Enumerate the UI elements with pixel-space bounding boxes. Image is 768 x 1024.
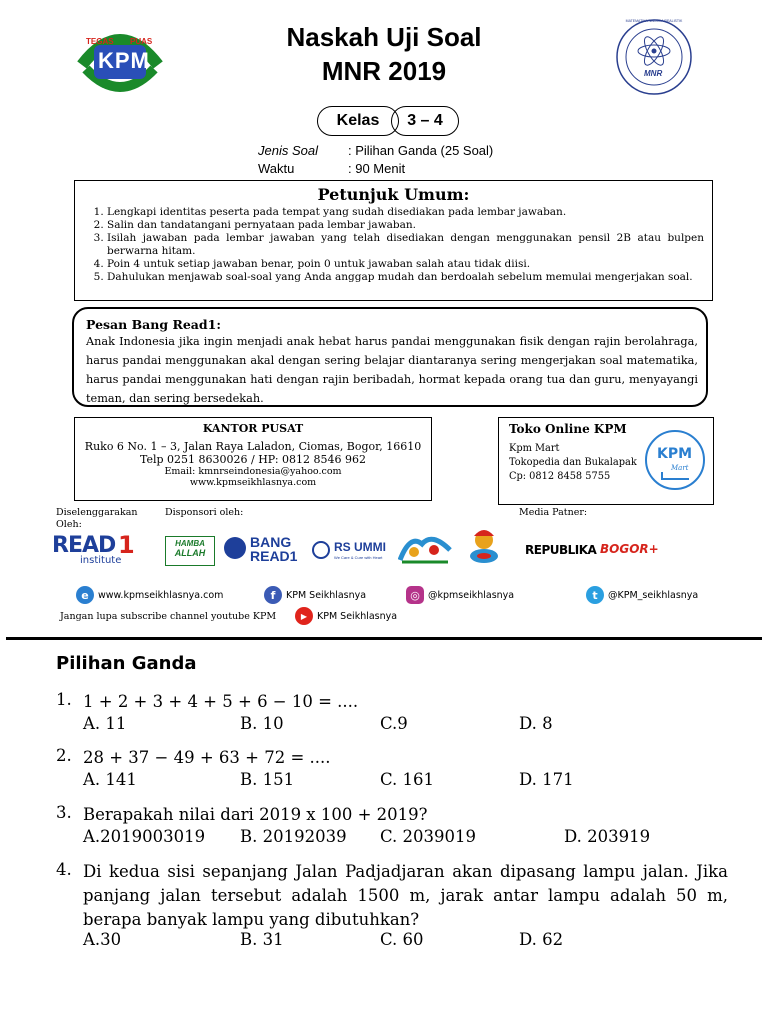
question-number: 4. bbox=[56, 860, 72, 879]
toko-title: Toko Online KPM bbox=[509, 422, 627, 436]
social-instagram-text: @kpmseikhlasnya bbox=[428, 589, 515, 601]
option-d: D. 203919 bbox=[564, 827, 651, 846]
kpm-logo-right: PUAS bbox=[130, 37, 153, 46]
mascot-logo bbox=[462, 526, 506, 566]
option-c: C. 60 bbox=[380, 930, 424, 949]
petunjuk-item: 1. Lengkapi identitas peserta pada tempat yang sudah disediakan pada lembar jawaban. bbox=[107, 206, 712, 219]
kantor-title: KANTOR PUSAT bbox=[202, 422, 304, 435]
rs-ummi-text: RS UMMI bbox=[334, 540, 386, 554]
kelas-value: 3 – 4 bbox=[391, 106, 459, 136]
pesan-text: Anak Indonesia jika ingin menjadi anak hebat harus pandai menggunakan fisik dengan rajin berolahraga, harus pandai menggunakan akal dengan sering belajar diantaranya sering mengerjakan soal matematika, harus pandai menggunakan hati dengan rajin beribadah, hormat kepada orang tua dan guru, menyayangi teman, dan sering bersedekah. bbox=[86, 335, 698, 405]
petunjuk-item: 5. Dahulukan menjawab soal-soal yang Anda anggap mudah dan berdoalah sebelum memulai mengerjakan soal. bbox=[107, 271, 712, 284]
option-c: C. 2039019 bbox=[380, 827, 477, 846]
option-b: B. 151 bbox=[240, 770, 295, 789]
question-2 bbox=[56, 746, 728, 792]
section-divider bbox=[6, 637, 762, 640]
organizer-label-2: Oleh: bbox=[56, 519, 82, 530]
kpm-mart-logo-bottom: Mart bbox=[671, 464, 689, 472]
pesan-title: Pesan Bang Read1: bbox=[86, 317, 221, 332]
jenis-soal-label: Jenis Soal bbox=[258, 143, 318, 158]
read1-logo-num: 1 bbox=[118, 531, 135, 559]
page-title: Naskah Uji Soal bbox=[286, 22, 482, 52]
kpm-logo-top: TEGAS bbox=[86, 37, 114, 46]
question-number: 1. bbox=[56, 690, 72, 709]
hamba-allah-bottom: ALLAH bbox=[174, 548, 206, 558]
bogor-plus-logo: BOGOR+ bbox=[600, 542, 659, 556]
question-3 bbox=[56, 803, 728, 849]
sponsor-label: Disponsori oleh: bbox=[165, 507, 244, 518]
option-d: D. 171 bbox=[519, 770, 574, 789]
question-text: Berapakah nilai dari 2019 x 100 + 2019? bbox=[83, 805, 428, 824]
republika-logo: REPUBLIKA bbox=[525, 543, 597, 557]
hamba-allah-top: HAMBA bbox=[175, 539, 205, 548]
cart-icon bbox=[661, 472, 689, 480]
petunjuk-item: 3. Isilah jawaban pada lembar jawaban yang telah disediakan dengan menggunakan pensil 2B atau bulpen berwarna hitam. bbox=[107, 232, 712, 258]
pesan-box bbox=[72, 307, 708, 407]
petunjuk-title: Petunjuk Umum: bbox=[317, 185, 470, 204]
kantor-address: Ruko 6 No. 1 – 3, Jalan Raya Laladon, Ciomas, Bogor, 16610 bbox=[84, 440, 422, 453]
waktu-value: : 90 Menit bbox=[348, 161, 406, 176]
social-facebook[interactable] bbox=[264, 586, 366, 604]
bang-read1-logo bbox=[224, 533, 304, 567]
social-youtube-text: KPM Seikhlasnya bbox=[317, 610, 398, 622]
option-b: B. 10 bbox=[240, 714, 284, 733]
social-youtube[interactable] bbox=[295, 607, 397, 625]
option-d: D. 62 bbox=[519, 930, 564, 949]
question-4 bbox=[56, 860, 728, 956]
petunjuk-item: 4. Poin 4 untuk setiap jawaban benar, poin 0 untuk jawaban salah atau tidak diisi. bbox=[107, 258, 712, 271]
water-park-graphic bbox=[398, 530, 452, 566]
toko-line1: Kpm Mart bbox=[509, 443, 560, 454]
option-a: A.2019003019 bbox=[83, 827, 206, 846]
kelas-label: Kelas bbox=[317, 106, 399, 136]
youtube-note: Jangan lupa subscribe channel youtube KPM bbox=[60, 611, 277, 622]
kantor-email: Email: kmnrseindonesia@yahoo.com bbox=[164, 466, 342, 477]
read1-logo-bottom: institute bbox=[80, 555, 122, 566]
social-web-text: www.kpmseikhlasnya.com bbox=[98, 589, 224, 601]
question-text: 28 + 37 − 49 + 63 + 72 = .... bbox=[83, 748, 331, 767]
kantor-box bbox=[74, 417, 432, 501]
media-label: Media Patner: bbox=[519, 507, 588, 518]
social-twitter-text: @KPM_seikhlasnya bbox=[608, 589, 699, 601]
social-instagram[interactable] bbox=[406, 586, 514, 604]
option-c: C.9 bbox=[380, 714, 408, 733]
question-text: Di kedua sisi sepanjang Jalan Padjadjaran akan dipasang lampu jalan. Jika panjang jalan tersebut adalah 1500 m, jarak antar lampu adalah 50 m, berapa banyak lampu yang dibutuhkan? bbox=[83, 862, 728, 929]
youtube-icon: ▶ bbox=[295, 607, 313, 625]
mnr-logo-ring: MATEMATIKA NALARIA REALISTIK bbox=[625, 19, 683, 23]
facebook-icon: f bbox=[264, 586, 282, 604]
kpm-mart-logo bbox=[645, 430, 705, 490]
option-c: C. 161 bbox=[380, 770, 435, 789]
bang-read1-top: BANG bbox=[250, 534, 292, 550]
social-twitter[interactable] bbox=[586, 586, 698, 604]
read1-logo-top: READ bbox=[52, 533, 116, 558]
mnr-logo-center: MNR bbox=[644, 69, 663, 78]
petunjuk-list bbox=[75, 206, 712, 284]
ie-icon: e bbox=[76, 586, 94, 604]
kantor-phone: Telp 0251 8630026 / HP: 0812 8546 962 bbox=[139, 453, 366, 466]
rs-ummi-tag: We Care & Cure with Heart bbox=[334, 555, 383, 560]
bang-read1-icon bbox=[224, 537, 246, 559]
page-subtitle: MNR 2019 bbox=[321, 56, 447, 86]
jenis-soal-value: : Pilihan Ganda (25 Soal) bbox=[348, 143, 494, 158]
bang-read1-bottom: READ1 bbox=[250, 548, 298, 564]
question-1 bbox=[56, 690, 728, 736]
mascot-graphic bbox=[462, 526, 506, 566]
rs-ummi-logo bbox=[312, 539, 394, 565]
option-a: A.30 bbox=[83, 930, 122, 949]
toko-line2: Tokopedia dan Bukalapak bbox=[509, 457, 637, 468]
kpm-mart-logo-top: KPM bbox=[657, 446, 693, 462]
option-b: B. 20192039 bbox=[240, 827, 347, 846]
question-number: 3. bbox=[56, 803, 72, 822]
kpm-logo-bottom: IKHLAS bbox=[102, 81, 132, 90]
option-a: A. 11 bbox=[83, 714, 127, 733]
kantor-web: www.kpmseikhlasnya.com bbox=[189, 477, 317, 488]
petunjuk-box bbox=[74, 180, 713, 301]
option-a: A. 141 bbox=[83, 770, 137, 789]
option-b: B. 31 bbox=[240, 930, 284, 949]
toko-line3: Cp: 0812 8458 5755 bbox=[509, 471, 611, 482]
toko-box bbox=[498, 417, 714, 505]
organizer-label: Diselenggarakan bbox=[56, 507, 138, 518]
petunjuk-item: 2. Salin dan tandatangani pernyataan pada lembar jawaban. bbox=[107, 219, 712, 232]
twitter-icon: t bbox=[586, 586, 604, 604]
rs-ummi-icon bbox=[312, 541, 330, 559]
instagram-icon: ◎ bbox=[406, 586, 424, 604]
question-text: 1 + 2 + 3 + 4 + 5 + 6 − 10 = .... bbox=[83, 692, 359, 711]
question-number: 2. bbox=[56, 746, 72, 765]
option-d: D. 8 bbox=[519, 714, 553, 733]
section-title: Pilihan Ganda bbox=[56, 653, 197, 674]
hamba-allah-logo bbox=[165, 536, 215, 566]
kpm-logo-center: KPM bbox=[98, 48, 150, 73]
waktu-label: Waktu bbox=[258, 161, 295, 176]
social-web[interactable] bbox=[76, 586, 223, 604]
water-park-logo bbox=[398, 530, 452, 566]
read1-logo bbox=[52, 533, 152, 567]
social-facebook-text: KPM Seikhlasnya bbox=[286, 589, 367, 601]
